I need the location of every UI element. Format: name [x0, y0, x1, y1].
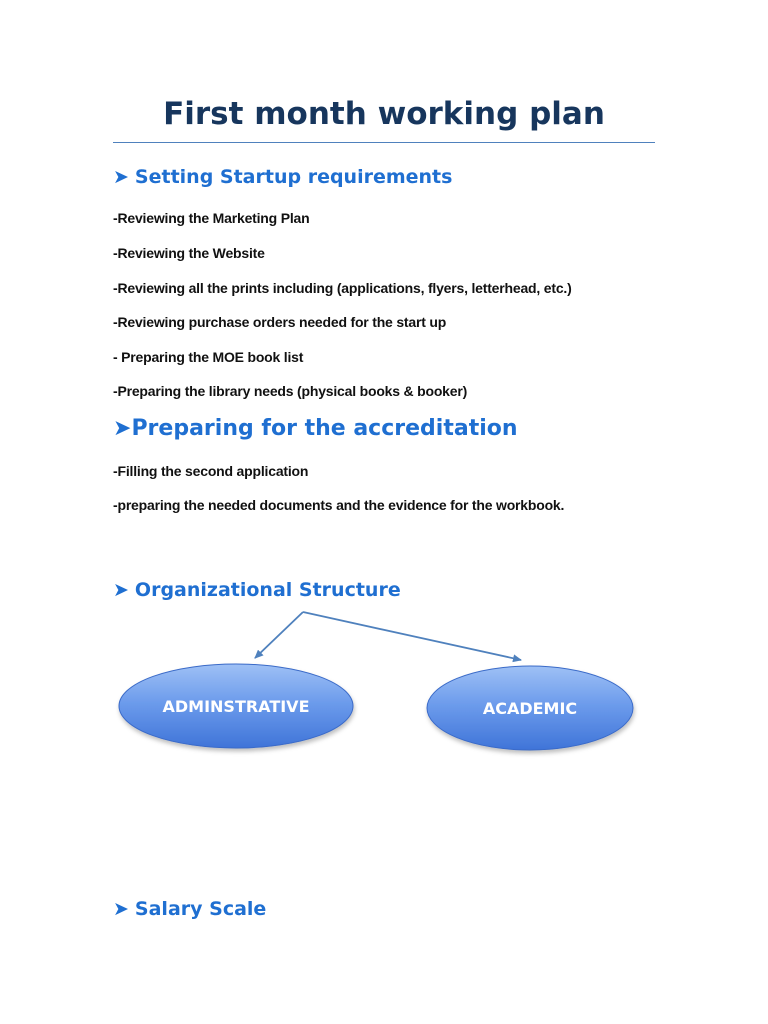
- section-heading-label: Organizational Structure: [134, 579, 401, 601]
- page-title: First month working plan: [163, 96, 605, 132]
- arrow-bullet-icon: ➤: [113, 166, 129, 188]
- arrow-bullet-icon: ➤: [113, 416, 132, 441]
- list-item: -preparing the needed documents and the evidence for the workbook.: [113, 497, 565, 513]
- list-item: -Reviewing all the prints including (applications, flyers, letterhead, etc.): [113, 280, 572, 296]
- arrow-bullet-icon: ➤: [113, 898, 129, 920]
- list-item: -Reviewing the Marketing Plan: [113, 210, 310, 226]
- list-item: -Reviewing the Website: [113, 245, 265, 261]
- connector-arrow: [255, 612, 303, 658]
- org-node-label: ADMINSTRATIVE: [162, 697, 310, 716]
- section-heading-label: Salary Scale: [134, 898, 267, 920]
- section-heading-label: Preparing for the accreditation: [131, 416, 518, 441]
- arrow-bullet-icon: ➤: [113, 579, 129, 601]
- section-heading-label: Setting Startup requirements: [134, 166, 453, 188]
- list-item: - Preparing the MOE book list: [113, 349, 304, 365]
- list-item: -Preparing the library needs (physical books & booker): [113, 383, 468, 399]
- connector-arrow: [303, 612, 521, 660]
- section-heading-salary-scale: [113, 898, 266, 920]
- list-item: -Filling the second application: [113, 463, 309, 479]
- org-node-label: ACADEMIC: [482, 699, 578, 718]
- list-item: -Reviewing purchase orders needed for the start up: [113, 314, 447, 330]
